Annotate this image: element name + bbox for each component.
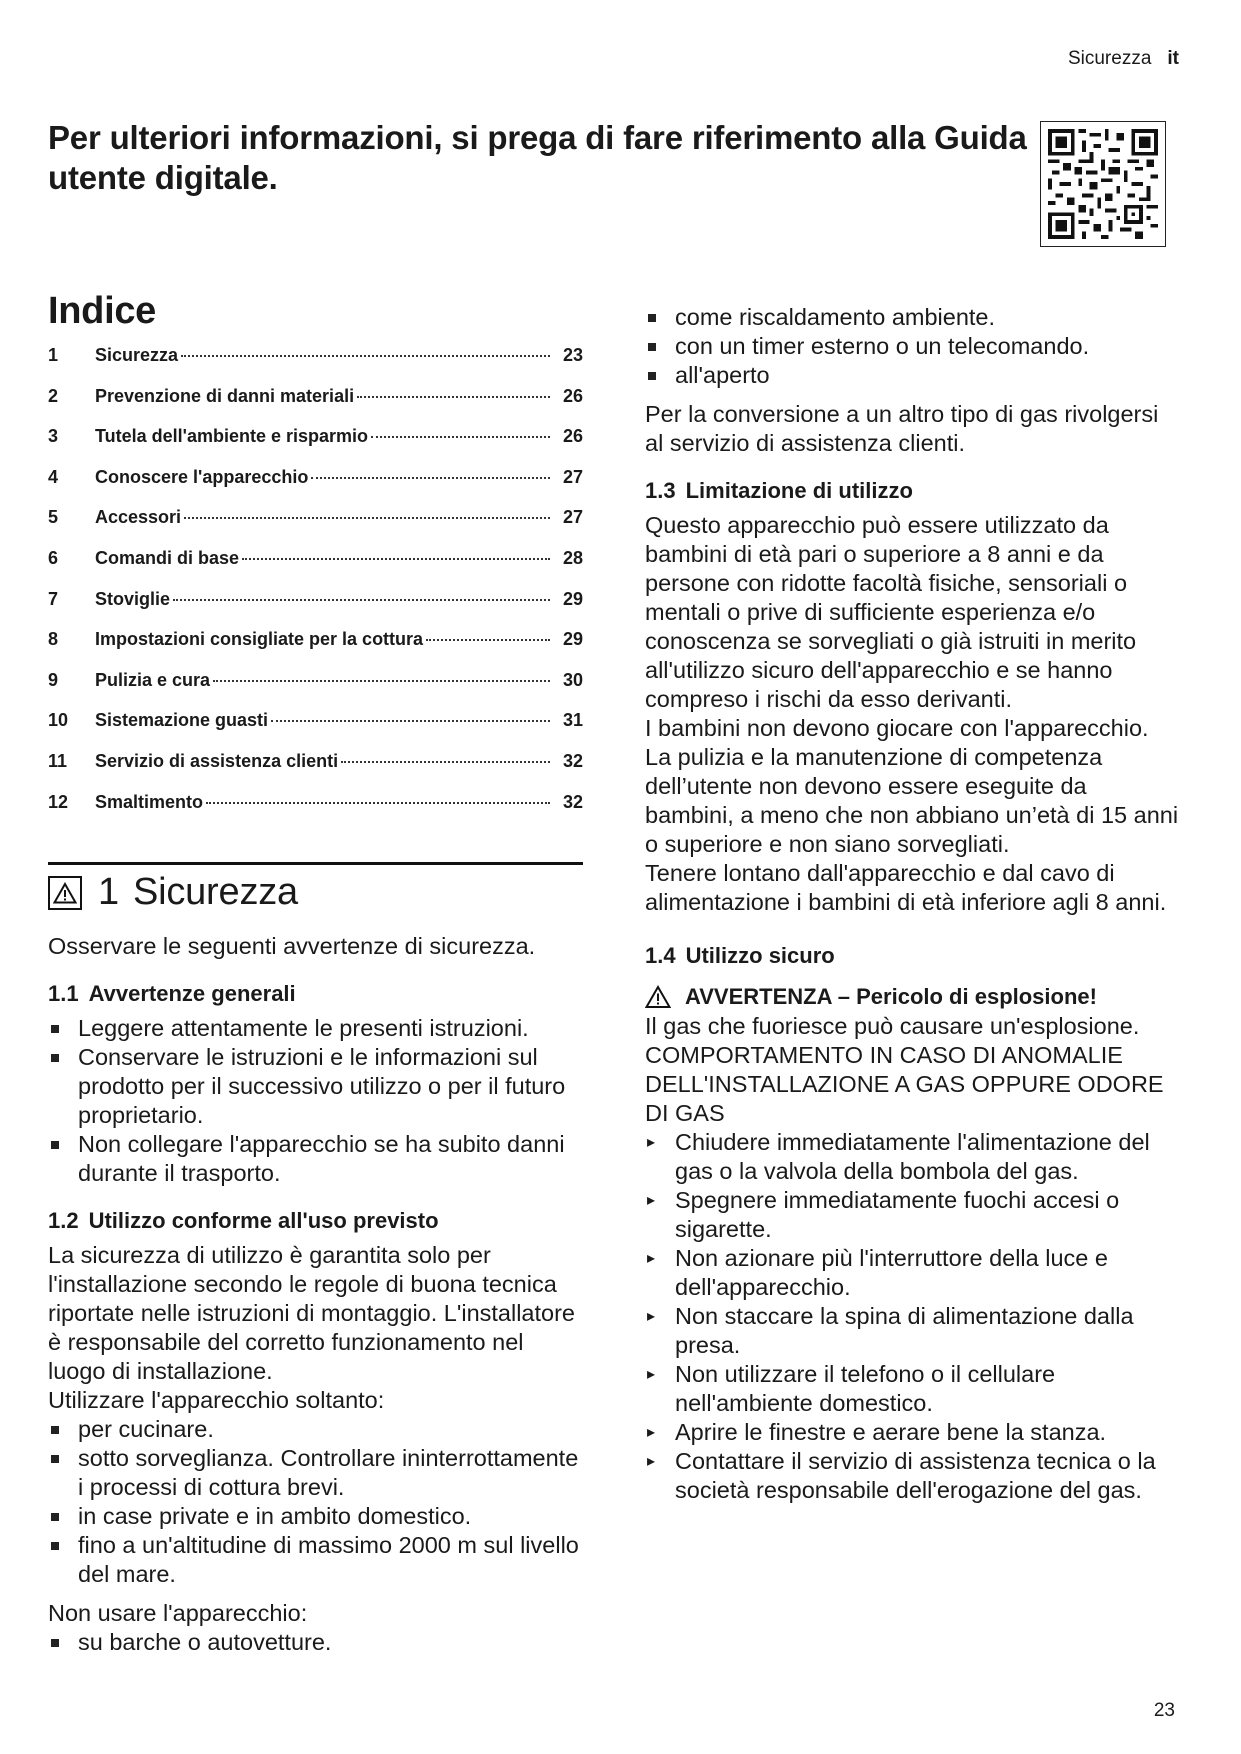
list-item: sotto sorveglianza. Controllare ininterrottamente i processi di cottura brevi. (48, 1444, 583, 1502)
toc-leader (357, 396, 550, 398)
toc-number: 1 (48, 345, 59, 365)
toc-page: 28 (562, 547, 583, 568)
index-title: Indice (48, 290, 157, 332)
list-item: fino a un'altitudine di massimo 2000 m sul livello del mare. (48, 1531, 583, 1589)
digital-guide-notice: Per ulteriori informazioni, si prega di fare riferimento alla Guida utente digitale. (48, 119, 1027, 196)
toc-entry[interactable] (48, 751, 583, 792)
table-of-contents (48, 345, 583, 832)
toc-page: 27 (562, 507, 583, 528)
toc-leader (341, 761, 550, 763)
toc-number: 2 (48, 385, 59, 406)
toc-label: Pulizia e cura (95, 669, 211, 690)
header-language: it (1167, 48, 1179, 69)
list-item: per cucinare. (48, 1415, 583, 1444)
no-use-label: Non usare l'apparecchio: (48, 1600, 308, 1627)
toc-page: 31 (562, 710, 583, 731)
toc-leader (242, 558, 550, 560)
warning-triangle-icon (645, 985, 671, 1009)
list-item: come riscaldamento ambiente. (645, 303, 1180, 332)
toc-leader (371, 436, 550, 438)
toc-page: 29 (562, 629, 583, 650)
warning-label: AVVERTENZA – Pericolo di esplosione! (685, 984, 1097, 1009)
toc-label: Servizio di assistenza clienti (95, 750, 339, 771)
toc-label: Tutela dell'ambiente e risparmio (95, 426, 369, 447)
toc-leader (184, 517, 550, 519)
subsection-1-2-title: 1.2 Utilizzo conforme all'uso previsto (48, 1208, 439, 1234)
instruction-step: ▸ Aprire le finestre e aerare bene la stanza. (645, 1418, 1180, 1447)
toc-entry[interactable] (48, 345, 583, 386)
toc-label: Sistemazione guasti (95, 710, 269, 731)
toc-entry[interactable] (48, 792, 583, 833)
toc-entry[interactable] (48, 507, 583, 548)
subsection-1-1-title: 1.1 Avvertenze generali (48, 981, 296, 1007)
explosion-warning (645, 984, 1180, 1010)
toc-number: 12 (48, 791, 69, 812)
toc-label: Sicurezza (95, 345, 179, 365)
toc-leader (181, 355, 550, 357)
section-number: 1 (98, 871, 119, 914)
toc-leader (173, 599, 550, 601)
toc-label: Comandi di base (95, 547, 240, 568)
gas-leak-steps (645, 1128, 1180, 1505)
toc-page: 26 (562, 426, 583, 447)
subsection-1-3-title: 1.3 Limitazione di utilizzo (645, 478, 913, 503)
toc-label: Stoviglie (95, 588, 171, 609)
section-heading (48, 862, 583, 914)
left-column (48, 290, 583, 1657)
toc-number: 9 (48, 669, 59, 690)
toc-label: Impostazioni consigliate per la cottura (95, 629, 424, 650)
section-title (98, 871, 312, 914)
instruction-step: ▸ Non azionare più l'interruttore della luce e dell'apparecchio. (645, 1244, 1180, 1302)
toc-page: 26 (562, 385, 583, 406)
right-column (645, 303, 1180, 1505)
toc-label: Smaltimento (95, 791, 204, 812)
list-item: in case private e in ambito domestico. (48, 1502, 583, 1531)
qr-code-icon (1040, 121, 1166, 247)
toc-leader (206, 802, 550, 804)
running-header (1068, 48, 1179, 70)
section-name: Sicurezza (132, 871, 298, 914)
toc-entry[interactable] (48, 548, 583, 589)
toc-entry[interactable] (48, 710, 583, 751)
toc-number: 5 (48, 507, 59, 528)
toc-entry[interactable] (48, 629, 583, 670)
toc-leader (271, 720, 550, 722)
list-item: su barche o autovetture. (48, 1628, 583, 1657)
warning-triangle-icon (48, 876, 82, 910)
use-only-label: Utilizzare l'apparecchio soltanto: (48, 1387, 385, 1414)
toc-leader (426, 639, 550, 641)
general-warnings-list (48, 1014, 583, 1188)
toc-number: 7 (48, 588, 59, 609)
limitation-paragraph-1: Questo apparecchio può essere utilizzato da bambini di età pari o superiore a 8 anni e da persone con ridotte facoltà fisiche, sensoriali o mentali o prive di sufficiente esperienza e/o conoscenza se sorvegliati o già istruiti in merito all'utilizzo sicuro dell'apparecchio e se hanno compreso i rischi da esso derivanti. (645, 512, 1137, 712)
list-item: Conservare le istruzioni e le informazioni sul prodotto per il successivo utilizzo o per il futuro proprietario. (48, 1043, 583, 1130)
toc-number: 11 (48, 750, 68, 771)
toc-page: 27 (562, 466, 583, 487)
toc-number: 10 (48, 710, 69, 731)
instruction-step: ▸ Non utilizzare il telefono o il cellulare nell'ambiente domestico. (645, 1360, 1180, 1418)
toc-label: Accessori (95, 507, 182, 528)
safety-intro: Osservare le seguenti avvertenze di sicurezza. (48, 933, 536, 960)
toc-label: Prevenzione di danni materiali (95, 385, 355, 406)
toc-number: 4 (48, 466, 59, 487)
toc-number: 3 (48, 426, 59, 447)
subsection-1-4-title: 1.4 Utilizzo sicuro (645, 943, 835, 968)
toc-page: 32 (562, 750, 583, 771)
toc-entry[interactable] (48, 670, 583, 711)
use-only-list (48, 1415, 583, 1589)
toc-label: Conoscere l'apparecchio (95, 466, 309, 487)
header-section: Sicurezza (1067, 48, 1152, 69)
warning-text: Il gas che fuoriesce può causare un'esplosione. COMPORTAMENTO IN CASO DI ANOMALIE DELL'INSTALLAZIONE A GAS OPPURE ODORE DI GAS (645, 1013, 1164, 1126)
list-item: Leggere attentamente le presenti istruzioni. (48, 1014, 583, 1043)
toc-number: 8 (48, 629, 59, 650)
toc-entry[interactable] (48, 426, 583, 467)
limitation-paragraph-3: La pulizia e la manutenzione di competenza dell’utente non devono essere eseguite da bambini, a meno che non abbiano un’età di 15 anni o superiore e non siano sorvegliati. (645, 744, 1179, 857)
instruction-step: ▸ Non staccare la spina di alimentazione dalla presa. (645, 1302, 1180, 1360)
limitation-paragraph-4: Tenere lontano dall'apparecchio e dal cavo di alimentazione i bambini di età inferiore agli 8 anni. (645, 860, 1167, 915)
toc-page: 29 (562, 588, 583, 609)
list-item: all'aperto (645, 361, 1180, 390)
instruction-step: ▸ Spegnere immediatamente fuochi accesi o sigarette. (645, 1186, 1180, 1244)
instruction-step: ▸ Chiudere immediatamente l'alimentazione del gas o la valvola della bombola del gas. (645, 1128, 1180, 1186)
page-number: 23 (1153, 1700, 1175, 1721)
gas-conversion-text: Per la conversione a un altro tipo di gas rivolgersi al servizio di assistenza clienti. (645, 401, 1159, 456)
toc-entry[interactable] (48, 386, 583, 427)
limitation-paragraph-2: I bambini non devono giocare con l'apparecchio. (645, 715, 1149, 741)
toc-entry[interactable] (48, 467, 583, 508)
intended-use-text: La sicurezza di utilizzo è garantita solo per l'installazione secondo le regole di buona tecnica riportate nelle istruzioni di montaggio. L'installatore è responsabile del corretto funzionamento nel luogo di installazione. (48, 1242, 575, 1385)
toc-page: 32 (562, 791, 583, 812)
toc-page: 30 (562, 669, 583, 690)
toc-leader (311, 477, 550, 479)
list-item: con un timer esterno o un telecomando. (645, 332, 1180, 361)
toc-number: 6 (48, 547, 59, 568)
toc-page: 23 (562, 345, 583, 365)
toc-leader (213, 680, 550, 682)
toc-entry[interactable] (48, 589, 583, 630)
list-item: Non collegare l'apparecchio se ha subito danni durante il trasporto. (48, 1130, 583, 1188)
instruction-step: ▸ Contattare il servizio di assistenza tecnica o la società responsabile dell'erogazione del gas. (645, 1447, 1180, 1505)
